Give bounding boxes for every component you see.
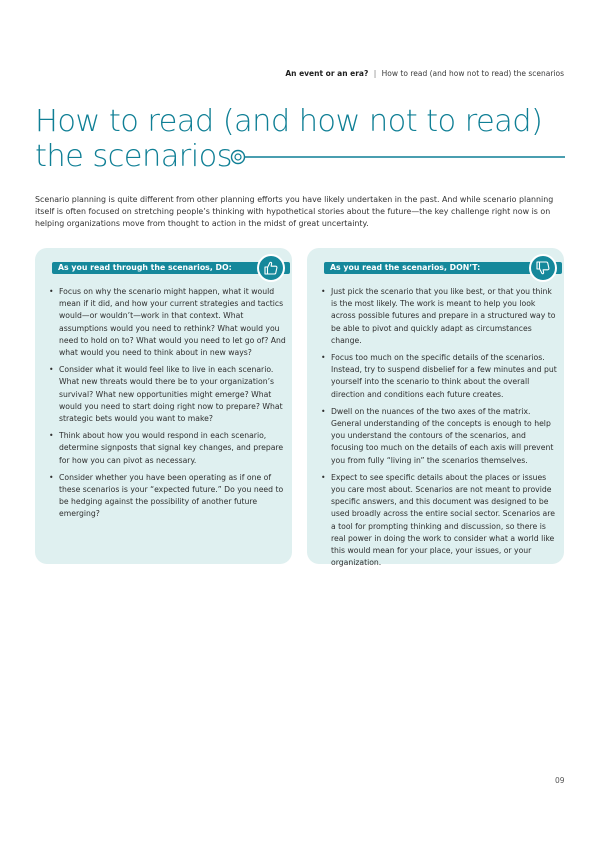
page-number: 09 [555, 776, 565, 785]
dont-card-heading: As you read the scenarios, DON’T: [324, 262, 562, 274]
list-item: • Focus too much on the specific details of the scenarios. Instead, try to suspend disbelief for a few minutes and put yourself into the scenario to think about the overall direction and conditions each future creates. [321, 352, 559, 401]
title-line-1: How to read (and how not to read) [35, 104, 543, 139]
do-card-heading: As you read through the scenarios, DO: [52, 262, 290, 274]
list-item: • Focus on why the scenario might happen, what it would mean if it did, and how your current strategies and tactics would—or wouldn’t—work in that context. What assumptions would you need to rethink? What would you need to hold on to? What would you need to let go of? And what would you need to think about in new ways? [49, 286, 287, 359]
list-item: • Consider whether you have been operating as if one of these scenarios is your “expected future.” Do you need to be hedging against the possibility of another future emerging? [49, 472, 287, 521]
thumbs-up-icon [257, 254, 285, 282]
list-item: • Just pick the scenario that you like best, or that you think is the most likely. The work is meant to help you look across possible futures and prepare in a structured way to be able to pivot and quickly adapt as circumstances change. [321, 286, 559, 347]
dont-card [307, 248, 564, 568]
list-item: • Expect to see specific details about the places or issues you care most about. Scenarios are not meant to provide specific answers, and this document was designed to be used broadly across the entire social sector. Scenarios are a tool for prompting thinking and discussion, so there is real power in doing the work to consider what a world like this would mean for your place, your issues, or your organization. [321, 472, 559, 570]
header-subtitle: How to read (and how not to read) the scenarios [381, 69, 564, 78]
title-rule-ornament [229, 149, 565, 165]
running-header [285, 69, 564, 78]
header-separator: | [373, 69, 377, 78]
intro-paragraph: Scenario planning is quite different from other planning efforts you have likely undertaken in the past. And while scenario planning itself is often focused on stretching people’s thinking with hypothetical stories about the future—the key challenge right now is on helping organizations move from thought to action in the midst of great uncertainty. [35, 194, 554, 229]
dont-list [321, 286, 559, 574]
list-item: • Think about how you would respond in each scenario, determine signposts that signal key changes, and prepare for how you can pivot as necessary. [49, 430, 287, 467]
do-list [49, 286, 287, 526]
header-section: An event or an era? [285, 69, 369, 78]
title-line-2: the scenarios [35, 139, 232, 174]
thumbs-down-icon [529, 254, 557, 282]
do-card [35, 248, 292, 564]
list-item: • Consider what it would feel like to live in each scenario. What new threats would there be to your organization’s survival? What new opportunities might emerge? What would you need to start doing right now to prepare? What strategic bets would you want to make? [49, 364, 287, 425]
list-item: • Dwell on the nuances of the two axes of the matrix. General understanding of the concepts is enough to help you understand the contours of the scenarios, and focusing too much on the details of each axis will prevent you from fully “living in” the scenarios themselves. [321, 406, 559, 467]
